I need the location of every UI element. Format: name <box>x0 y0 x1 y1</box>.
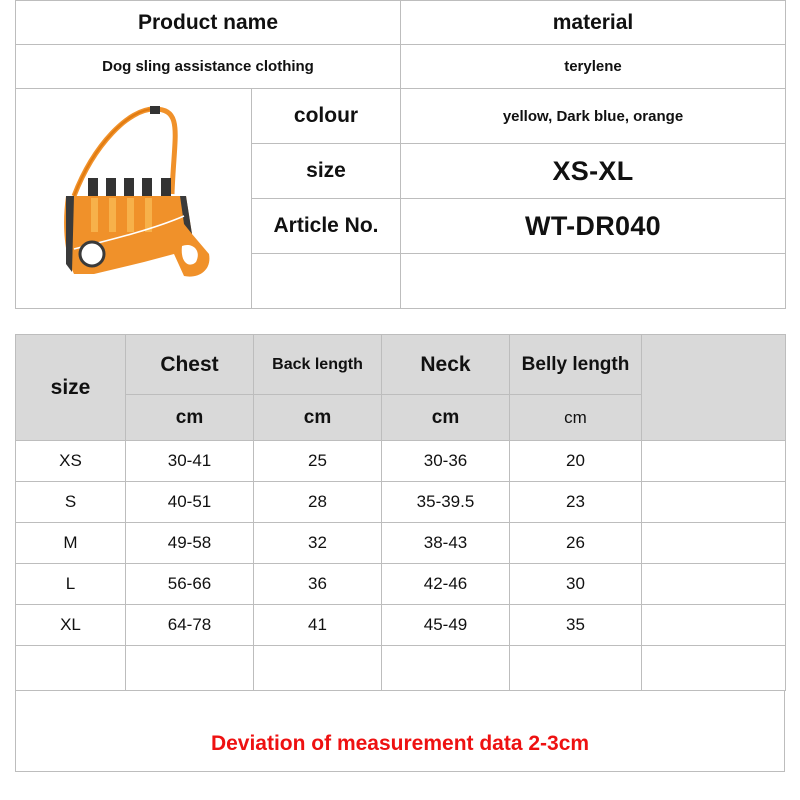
belly-length-cell: 30 <box>510 564 642 605</box>
size-cell: XS <box>16 441 126 482</box>
size-cell: XL <box>16 605 126 646</box>
belly-length-cell: 26 <box>510 523 642 564</box>
empty-cell <box>382 646 510 691</box>
article-value: WT-DR040 <box>401 199 786 254</box>
back-length-cell: 41 <box>254 605 382 646</box>
table-row <box>16 564 786 605</box>
size-value: XS-XL <box>401 144 786 199</box>
belly-length-cell: 35 <box>510 605 642 646</box>
neck-cell: 45-49 <box>382 605 510 646</box>
product-info-table <box>15 0 786 309</box>
dog-harness-image <box>34 104 234 294</box>
table-row <box>16 482 786 523</box>
empty-cell <box>126 646 254 691</box>
product-image-cell <box>16 89 252 309</box>
back-length-header: Back length <box>254 335 382 395</box>
size-chart-table <box>15 334 786 691</box>
back-length-cell: 28 <box>254 482 382 523</box>
empty-cell <box>642 646 786 691</box>
measurement-note: Deviation of measurement data 2-3cm <box>210 732 590 755</box>
table-row <box>16 441 786 482</box>
measurement-note-box <box>15 690 785 772</box>
belly-length-cell: 23 <box>510 482 642 523</box>
size-cell: S <box>16 482 126 523</box>
colour-value: yellow, Dark blue, orange <box>401 89 786 144</box>
table-row <box>16 605 786 646</box>
belly-length-unit: cm <box>510 395 642 441</box>
chest-cell: 56-66 <box>126 564 254 605</box>
back-length-unit: cm <box>254 395 382 441</box>
table-row <box>16 646 786 691</box>
material-value: terylene <box>401 45 786 89</box>
empty-cell <box>642 605 786 646</box>
size-label: size <box>252 144 401 199</box>
chest-header: Chest <box>126 335 254 395</box>
material-header: material <box>401 1 786 45</box>
neck-unit: cm <box>382 395 510 441</box>
chest-unit: cm <box>126 395 254 441</box>
empty-cell <box>16 646 126 691</box>
back-length-cell: 32 <box>254 523 382 564</box>
product-name-header: Product name <box>16 1 401 45</box>
empty-cell <box>252 254 401 309</box>
empty-cell <box>510 646 642 691</box>
neck-cell: 42-46 <box>382 564 510 605</box>
chest-cell: 40-51 <box>126 482 254 523</box>
back-length-cell: 36 <box>254 564 382 605</box>
neck-cell: 38-43 <box>382 523 510 564</box>
size-cell: L <box>16 564 126 605</box>
colour-label: colour <box>252 89 401 144</box>
article-label: Article No. <box>252 199 401 254</box>
empty-header-cell <box>642 335 786 441</box>
table-row <box>16 523 786 564</box>
empty-cell <box>254 646 382 691</box>
belly-length-header: Belly length <box>510 335 642 395</box>
chest-cell: 49-58 <box>126 523 254 564</box>
neck-header: Neck <box>382 335 510 395</box>
empty-cell <box>401 254 786 309</box>
neck-cell: 30-36 <box>382 441 510 482</box>
empty-cell <box>642 441 786 482</box>
size-cell: M <box>16 523 126 564</box>
back-length-cell: 25 <box>254 441 382 482</box>
belly-length-cell: 20 <box>510 441 642 482</box>
empty-cell <box>642 564 786 605</box>
empty-cell <box>642 482 786 523</box>
product-name-value: Dog sling assistance clothing <box>16 45 401 89</box>
empty-cell <box>642 523 786 564</box>
neck-cell: 35-39.5 <box>382 482 510 523</box>
chest-cell: 30-41 <box>126 441 254 482</box>
chest-cell: 64-78 <box>126 605 254 646</box>
size-header: size <box>16 335 126 441</box>
